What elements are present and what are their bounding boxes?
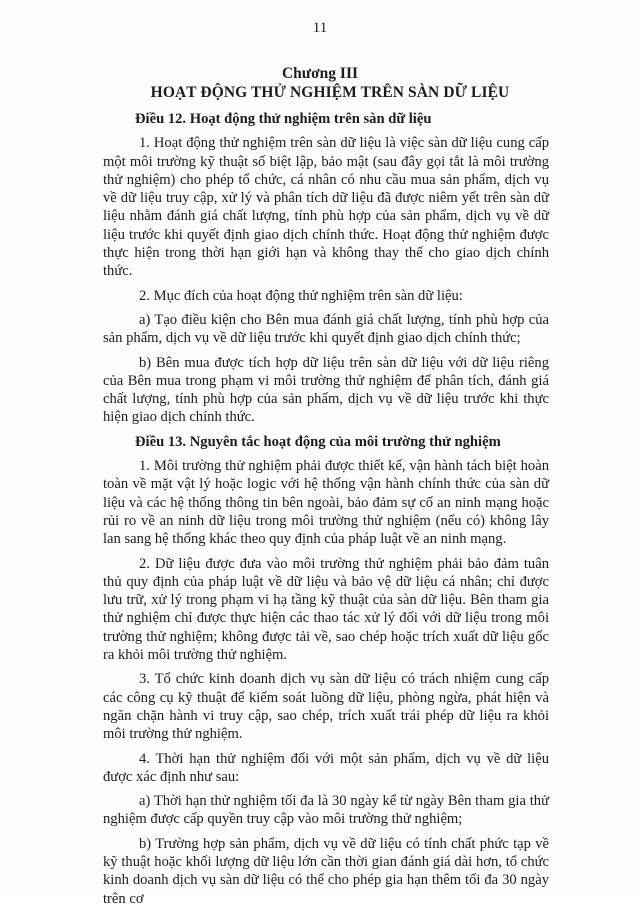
document-body [103,110,549,914]
article-13-clause-1: 1. Môi trường thử nghiệm phải được thiết kế, vận hành tách biệt hoàn toàn về mặt vật lý hoặc logic với hệ thống vận hành chính thức của sàn dữ liệu và các hệ thống thông tin bên ngoài, bảo đảm sự cố an ninh mạng hoặc rủi ro về an ninh dữ liệu trong môi trường thử nghiệm (nếu có) không lây lan sang hệ thống khác theo quy định của pháp luật về an ninh mạng. [103,458,549,548]
article-12-clause-2: 2. Mục đích của hoạt động thử nghiệm trên sàn dữ liệu: [139,287,463,304]
article-12-clause-1: 1. Hoạt động thử nghiệm trên sàn dữ liệu là việc sàn dữ liệu cung cấp một môi trường kỹ thuật số biệt lập, bảo mật (sau đây gọi tắt là môi trường thử nghiệm) cho phép tổ chức, cá nhân có nhu cầu mua sản phẩm, dịch vụ về dữ liệu truy cập, xử lý và phân tích dữ liệu đã được niêm yết trên sàn dữ liệu nhằm đánh giá chất lượng, tính phù hợp của sản phẩm, dịch vụ về dữ liệu trước khi quyết định giao dịch chính thức. Hoạt động thử nghiệm được thực hiện trong thời hạn giới hạn và không thay thế cho giao dịch chính thức. [103,135,549,280]
article-13-clause-3: 3. Tổ chức kinh doanh dịch vụ sàn dữ liệu có trách nhiệm cung cấp các công cụ kỹ thuật để kiểm soát luồng dữ liệu, phòng ngừa, phát hiện và ngăn chặn hành vi truy cập, sao chép, trích xuất trái phép dữ liệu ra khỏi môi trường thử nghiệm. [103,671,549,743]
article-13-clause-2: 2. Dữ liệu được đưa vào môi trường thử nghiệm phải bảo đảm tuân thủ quy định của pháp luật về dữ liệu và bảo vệ dữ liệu cá nhân; chỉ được lưu trữ, xử lý trong phạm vi hạ tầng kỹ thuật của sàn dữ liệu. Bên tham gia thử nghiệm chỉ được thực hiện các thao tác xử lý đối với dữ liệu trong môi trường thử nghiệm; không được tải về, sao chép hoặc trích xuất dữ liệu gốc ra khỏi môi trường thử nghiệm. [103,555,549,664]
article-13-clause-4b: b) Trường hợp sản phẩm, dịch vụ về dữ liệu có tính chất phức tạp về kỹ thuật hoặc khối lượng dữ liệu lớn cần thời gian đánh giá dài hơn, tổ chức kinh doanh dịch vụ sàn dữ liệu có thể cho phép gia hạn thêm tối đa 30 ngày trên cơ [103,835,549,907]
chapter-title: HOẠT ĐỘNG THỬ NGHIỆM TRÊN SÀN DỮ LIỆU [150,84,510,101]
page-number: 11 [312,20,328,36]
article-13-heading: Điều 13. Nguyên tắc hoạt động của môi trường thử nghiệm [135,433,501,450]
article-12-clause-2b: b) Bên mua được tích hợp dữ liệu trên sàn dữ liệu với dữ liệu riêng của Bên mua trong phạm vi môi trường thử nghiệm để phân tích, đánh giá chất lượng, tính phù hợp của sản phẩm, dịch vụ về dữ liệu trước khi thực hiện giao dịch chính thức. [103,354,549,426]
article-13-clause-4: 4. Thời hạn thử nghiệm đối với một sản phẩm, dịch vụ về dữ liệu được xác định như sau: [103,750,549,785]
article-12-heading: Điều 12. Hoạt động thử nghiệm trên sàn dữ liệu [135,111,432,127]
article-12-clause-2a: a) Tạo điều kiện cho Bên mua đánh giá chất lượng, tính phù hợp của sản phẩm, dịch vụ về dữ liệu trước khi quyết định giao dịch chính thức; [103,311,549,347]
chapter-number: Chương III [281,65,359,82]
article-13-clause-4a: a) Thời hạn thử nghiệm tối đa là 30 ngày kể từ ngày Bên tham gia thử nghiệm được cấp quyền truy cập vào môi trường thử nghiệm; [103,793,549,828]
